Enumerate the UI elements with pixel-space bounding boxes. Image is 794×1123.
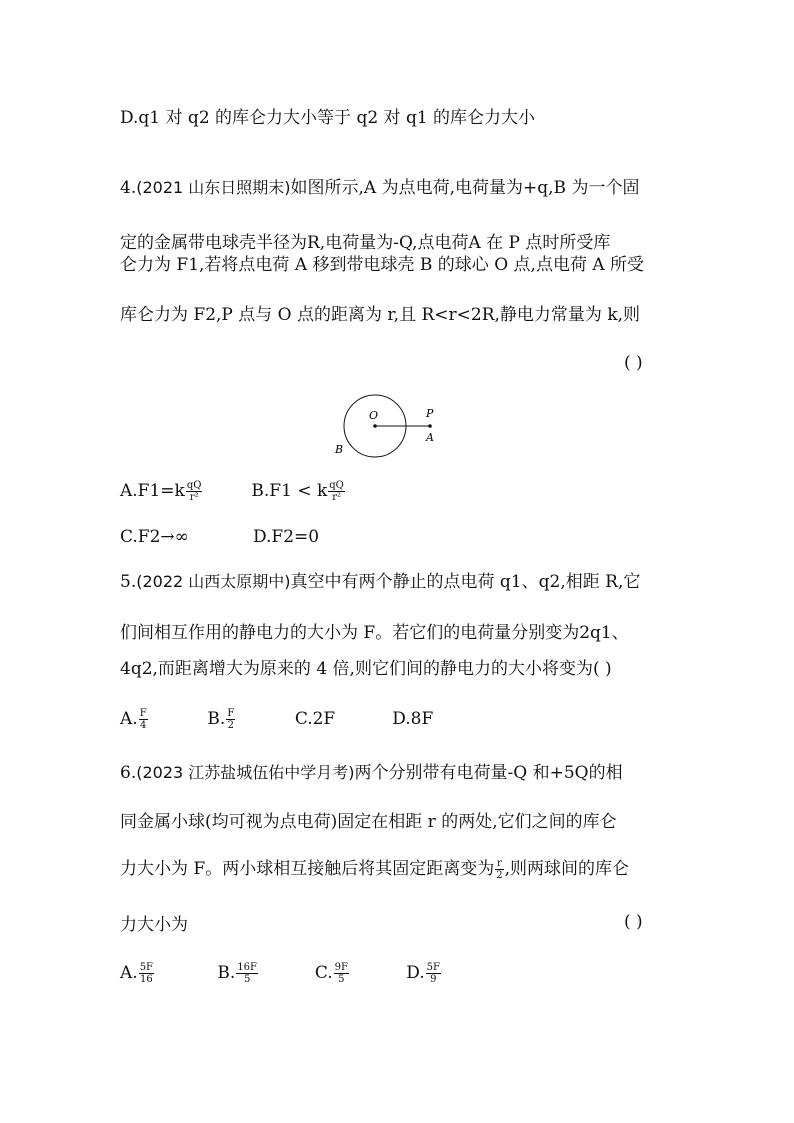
q6-line-3: 力大小为 F。两小球相互接触后将其固定距离变为 $\frac{r}{2}$ ,则两球间的库仑 bbox=[120, 858, 629, 881]
q6-option-d: D. $\frac{5F}{9}$ bbox=[406, 962, 440, 985]
q4-option-b-fraction: $\frac{qQ}{\text{r²}}$ bbox=[329, 480, 344, 503]
q4-option-a-fraction: $\frac{qQ}{\text{r²}}$ bbox=[186, 480, 202, 503]
q4-line-2: 定的金属带电球壳半径为R,电荷量为-Q,点电荷A 在 P 点时所受库 bbox=[120, 233, 611, 253]
q5-option-a: A. $\frac{F}{4}$ bbox=[120, 708, 147, 731]
q6-option-b: B. $\frac{16F}{5}$ bbox=[217, 962, 257, 985]
q5-line-3: 4q2,而距离增大为原来的 4 倍,则它们间的静电力的大小将变为( ) bbox=[120, 659, 612, 679]
q4-answer-paren: ( ) bbox=[624, 353, 643, 373]
q6-line-4: 力大小为 bbox=[120, 915, 188, 935]
q4-line-3: 仑力为 F1,若将点电荷 A 移到带电球壳 B 的球心 O 点,点电荷 A 所受 bbox=[120, 255, 645, 275]
q6-option-c-fraction: $\frac{9F}{5}$ bbox=[334, 962, 348, 985]
q6-number: 6. bbox=[120, 763, 137, 783]
q4-option-b: B.F1 < k $\frac{qQ}{\text{r²}}$ bbox=[251, 480, 344, 503]
q4-options-cd bbox=[120, 527, 319, 547]
q4-number: 4. bbox=[120, 178, 137, 198]
q6-option-b-fraction: $\frac{16F}{5}$ bbox=[237, 962, 257, 985]
point-p-dot bbox=[428, 424, 432, 428]
q4-line-1 bbox=[120, 178, 639, 198]
q5-source: (2022 山西太原期中) bbox=[136, 572, 291, 591]
q4-text-1: 如图所示,A 为点电荷,电荷量为+q,B 为一个固 bbox=[290, 178, 640, 198]
q5-option-c: C.2F bbox=[294, 709, 336, 729]
q5-line-1 bbox=[120, 572, 640, 592]
q4-line-4: 库仑力为 F2,P 点与 O 点的距离为 r,且 R<r<2R,静电力常量为 k,则 bbox=[120, 305, 641, 325]
q5-option-d: D.8F bbox=[392, 709, 434, 729]
q6-option-a: A. $\frac{5F}{16}$ bbox=[120, 962, 153, 985]
label-o: O bbox=[369, 409, 379, 422]
label-a: A bbox=[426, 431, 434, 444]
q5-line-2: 们间相互作用的静电力的大小为 F。若它们的电荷量分别变为2q1、 bbox=[120, 623, 629, 643]
q5-option-b: B. $\frac{F}{2}$ bbox=[207, 708, 235, 731]
label-p: P bbox=[426, 407, 434, 420]
q4-source: (2021 山东日照期末) bbox=[136, 178, 291, 197]
q5-text-1: 真空中有两个静止的点电荷 q1、q2,相距 R,它 bbox=[290, 572, 641, 592]
q6-distance-fraction: $\frac{r}{2}$ bbox=[496, 858, 503, 881]
q5-option-b-fraction: $\frac{F}{2}$ bbox=[227, 708, 235, 731]
q5-options bbox=[120, 706, 433, 732]
q4-option-c: C.F2→∞ bbox=[120, 527, 189, 547]
q4-option-a: A.F1=k $\frac{qQ}{\text{r²}}$ bbox=[120, 480, 202, 503]
q4-figure bbox=[0, 390, 794, 480]
q4-options-ab bbox=[120, 478, 346, 504]
q6-option-d-fraction: $\frac{5F}{9}$ bbox=[426, 962, 440, 985]
q6-line-1 bbox=[120, 763, 623, 783]
q6-source: (2023 江苏盐城伍佑中学月考) bbox=[136, 763, 355, 782]
q4-option-d: D.F2=0 bbox=[253, 527, 320, 547]
q6-options bbox=[120, 959, 442, 987]
q6-option-a-fraction: $\frac{5F}{16}$ bbox=[139, 962, 153, 985]
q5-number: 5. bbox=[120, 572, 137, 592]
q3-option-d: D.q1 对 q2 的库仑力大小等于 q2 对 q1 的库仑力大小 bbox=[120, 108, 536, 128]
q6-answer-paren: ( ) bbox=[624, 912, 643, 932]
q6-line-2: 同金属小球(均可视为点电荷)固定在相距 r 的两处,它们之间的库仑 bbox=[120, 812, 617, 832]
q6-option-c: C. $\frac{9F}{5}$ bbox=[314, 962, 348, 985]
q6-text-1: 两个分别带有电荷量-Q 和+5Q的相 bbox=[354, 763, 623, 783]
center-o-dot bbox=[373, 424, 377, 428]
q5-option-a-fraction: $\frac{F}{4}$ bbox=[139, 708, 147, 731]
label-b: B bbox=[335, 443, 344, 456]
